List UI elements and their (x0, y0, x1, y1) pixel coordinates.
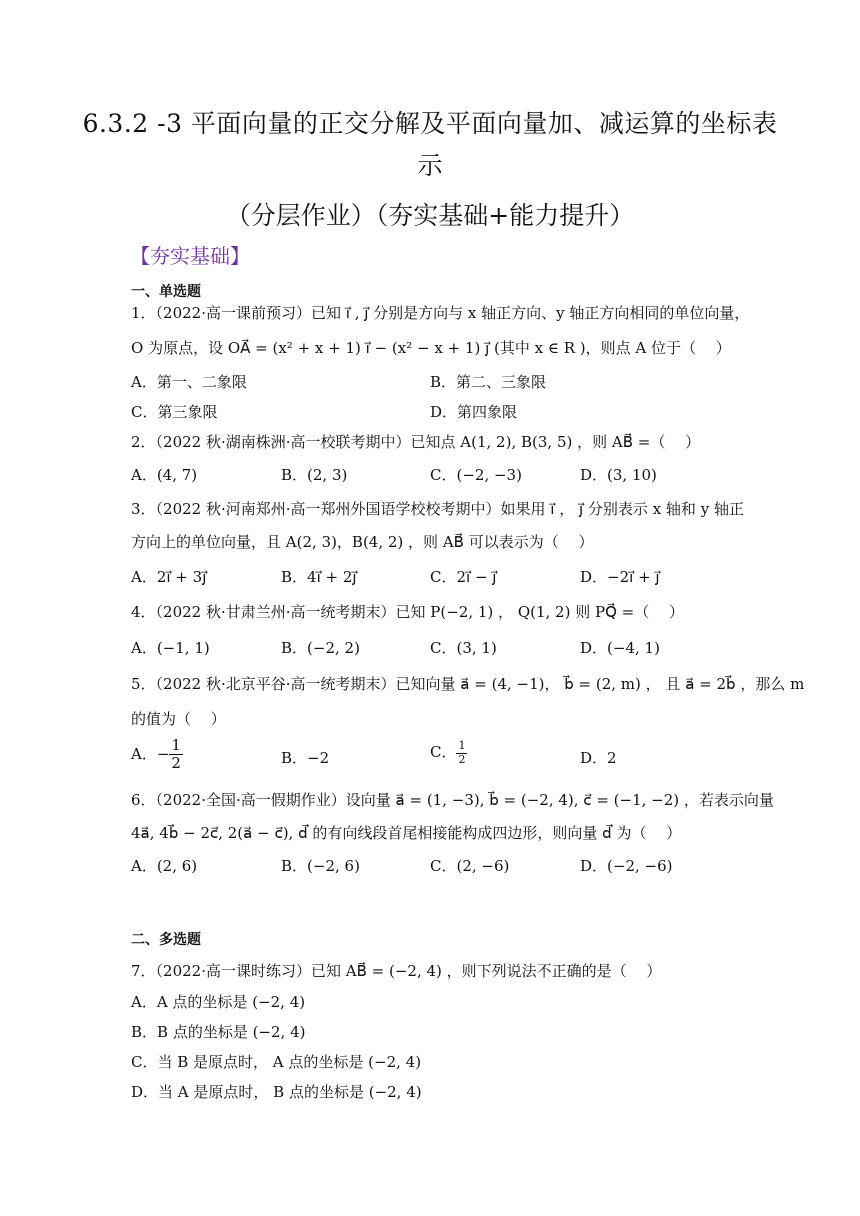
q5-option-a-sign: A．− (131, 744, 170, 763)
q1-stem-line2: O 为原点，设 OA⃗ = (x² + x + 1) i⃗ − (x² − x + 1) j⃗ (其中 x ∈ R )，则点 A 位于（ ） (131, 339, 731, 357)
q3-option-d: D．−2i⃗ + j⃗ (580, 568, 660, 586)
q1-option-c: C．第三象限 (131, 403, 218, 421)
q7-option-d: D．当 A 是原点时， B 点的坐标是 (−2, 4) (131, 1083, 422, 1101)
document-title-line1: 6.3.2 -3 平面向量的正交分解及平面向量加、减运算的坐标表 (82, 109, 778, 138)
q3-stem-line1: 3．（2022 秋·河南郑州·高一郑州外国语学校校考期中）如果用 i⃗ ， j⃗ 分别表示 x 轴和 y 轴正 (131, 500, 744, 518)
q7-stem: 7．（2022·高一课时练习）已知 AB⃗ = (−2, 4) ，则下列说法不正确的是（ ） (131, 962, 662, 980)
q5-option-a-fraction (169, 737, 183, 773)
q2-stem: 2．（2022 秋·湖南株洲·高一校联考期中）已知点 A(1, 2), B(3, 5) ，则 AB⃗ =（ ） (131, 433, 701, 451)
q5-option-c-fraction (456, 740, 467, 766)
q2-option-b: B．(2, 3) (281, 466, 348, 484)
q6-option-c: C．(2, −6) (430, 857, 510, 875)
document-title-line2: 示 (417, 151, 443, 180)
q5-option-a-denominator: 2 (171, 754, 181, 773)
q4-stem: 4．（2022 秋·甘肃兰州·高一统考期末）已知 P(−2, 1) ， Q(1, 2) 则 PQ⃗ =（ ） (131, 603, 684, 621)
q4-option-d: D．(−4, 1) (580, 639, 660, 657)
q6-option-a: A．(2, 6) (131, 857, 198, 875)
q1-option-b: B．第二、三象限 (430, 373, 547, 391)
document-subtitle: （分层作业）（夯实基础+能力提升） (225, 201, 635, 230)
q4-option-c: C．(3, 1) (430, 639, 497, 657)
q2-option-a: A．(4, 7) (131, 466, 198, 484)
q6-option-b: B．(−2, 6) (281, 857, 360, 875)
q6-stem-line2: 4a⃗, 4b⃗ − 2c⃗, 2(a⃗ − c⃗), d⃗ 的有向线段首尾相接能构成四边形，则向量 d⃗ 为（ ） (131, 824, 682, 842)
q5-option-c (430, 740, 467, 766)
q7-option-b: B．B 点的坐标是 (−2, 4) (131, 1023, 306, 1041)
part2-heading: 二、多选题 (131, 932, 201, 948)
q6-option-d: D．(−2, −6) (580, 857, 673, 875)
q3-option-c: C．2i⃗ − j⃗ (430, 568, 497, 586)
q3-option-b: B．4i⃗ + 2j⃗ (281, 568, 357, 586)
q5-stem-line2: 的值为（ ） (131, 710, 226, 728)
q7-option-a: A．A 点的坐标是 (−2, 4) (131, 993, 306, 1011)
q5-option-c-prefix: C． (430, 743, 457, 762)
q5-stem-line1: 5．（2022 秋·北京平谷·高一统考期末）已知向量 a⃗ = (4, −1)， b⃗ = (2, m) ， 且 a⃗ = 2b⃗ ，那么 m (131, 675, 805, 693)
q5-option-c-numerator: 1 (458, 739, 466, 752)
q5-option-d: D．2 (580, 749, 617, 767)
q5-option-c-denominator: 2 (458, 752, 466, 766)
q1-option-d: D．第四象限 (430, 403, 518, 421)
q6-stem-line1: 6．（2022·全国·高一假期作业）设向量 a⃗ = (1, −3), b⃗ = (−2, 4), c⃗ = (−1, −2) ，若表示向量 (131, 791, 774, 809)
q1-option-a: A．第一、二象限 (131, 373, 247, 391)
q7-option-c: C．当 B 是原点时， A 点的坐标是 (−2, 4) (131, 1053, 422, 1071)
q4-option-b: B．(−2, 2) (281, 639, 360, 657)
q5-option-a-numerator: 1 (171, 736, 181, 754)
section-tag: 【夯实基础】 (130, 244, 250, 268)
q4-option-a: A．(−1, 1) (131, 639, 210, 657)
q3-stem-line2: 方向上的单位向量，且 A(2, 3)，B(4, 2) ，则 AB⃗ 可以表示为（ ） (131, 533, 594, 551)
q5-option-a (131, 737, 183, 773)
part1-heading: 一、单选题 (131, 284, 201, 300)
q1-stem-line1: 1．（2022·高一课前预习）已知 i⃗ , j⃗ 分别是方向与 x 轴正方向、y 轴正方向相同的单位向量， (131, 304, 750, 322)
q3-option-a: A．2i⃗ + 3j⃗ (131, 568, 207, 586)
q2-option-c: C．(−2, −3) (430, 466, 522, 484)
q2-option-d: D．(3, 10) (580, 466, 657, 484)
q5-option-b: B．−2 (281, 749, 330, 767)
